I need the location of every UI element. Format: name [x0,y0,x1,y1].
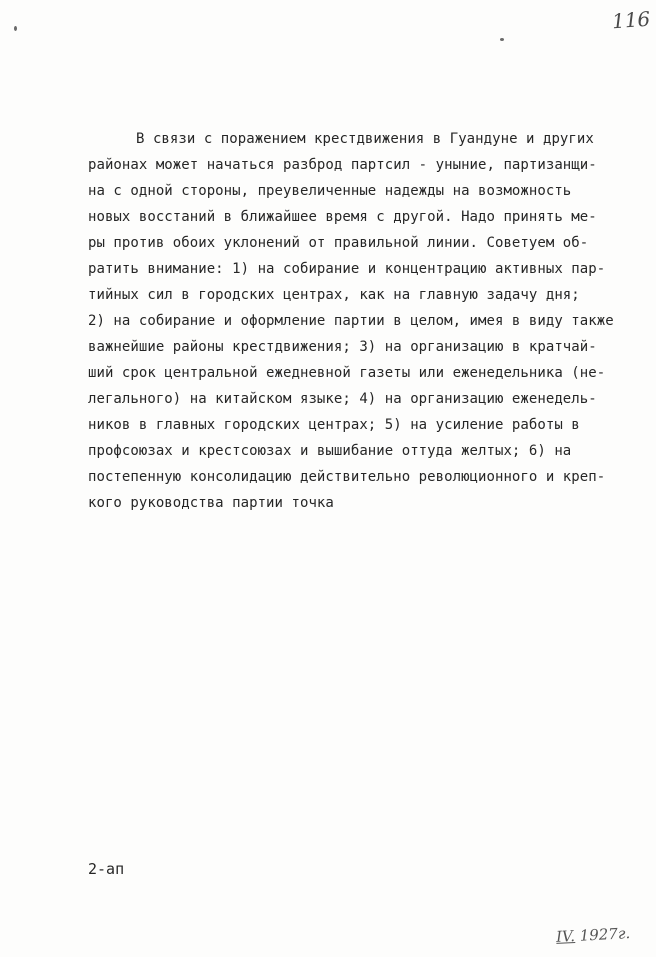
body-line: на с одной стороны, преувеличенные надежды на возможность [88,183,572,199]
page-speck [14,26,17,31]
body-line: 2) на собирание и оформление партии в целом, имея в виду также [88,313,614,329]
body-line: ры против обоих уклонений от правильной линии. Советуем об- [88,235,589,251]
body-line: В связи с поражением крестдвижения в Гуандуне и других [136,131,594,147]
handwritten-date [556,924,631,946]
body-line: кого руководства партии точка [88,495,334,511]
date-month-roman: IV. [555,926,576,946]
body-line: тийных сил в городских центрах, как на главную задачу дня; [88,287,580,303]
body-line: профсоюзах и крестсоюзах и вышибание оттуда желтых; 6) на [88,443,572,459]
body-line: ников в главных городских центрах; 5) на усиление работы в [88,417,580,433]
body-line: районах может начаться разброд партсил - уныние, партизанщи- [88,157,597,173]
body-line: легального) на китайском языке; 4) на организацию еженедель- [88,391,597,407]
body-line: ратить внимание: 1) на собирание и концентрацию активных пар- [88,261,606,277]
date-year: 1927г. [579,924,631,945]
signature-code: 2-ап [88,860,125,878]
body-line: новых восстаний в ближайшее время с другой. Надо принять ме- [88,209,597,225]
body-text [88,126,656,516]
page-speck [500,38,504,41]
page-number: 116 [611,6,651,34]
body-line: постепенную консолидацию действительно революционного и креп- [88,469,606,485]
body-line: ший срок центральной ежедневной газеты или еженедельника (не- [88,365,606,381]
body-line: важнейшие районы крестдвижения; 3) на организацию в кратчай- [88,339,597,355]
